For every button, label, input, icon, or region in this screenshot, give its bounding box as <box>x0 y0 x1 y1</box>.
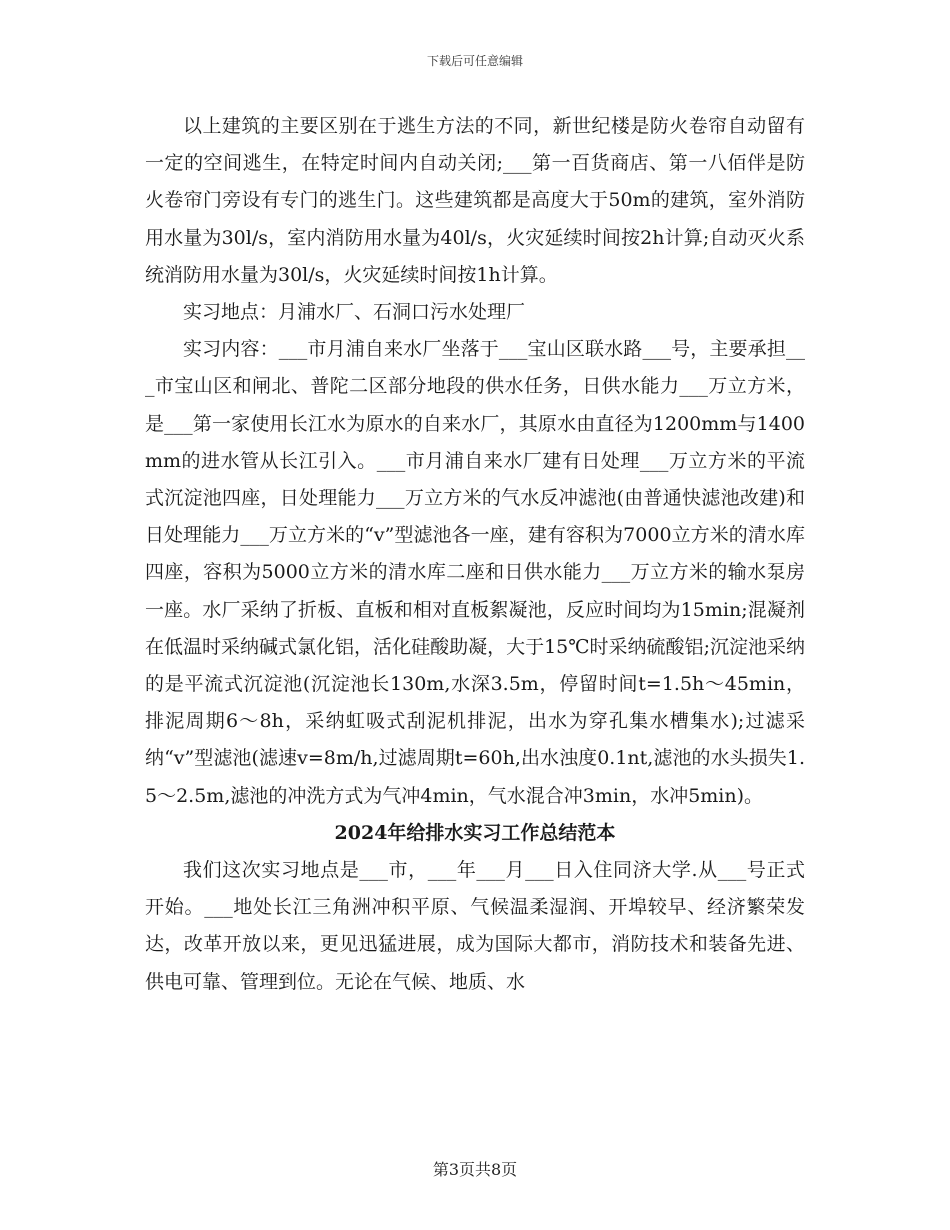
paragraph-content: 实习内容：___市月浦自来水厂坐落于___宝山区联水路___号，主要承担___市宝山区和闸北、普陀二区部分地段的供水任务，日供水能力___万立方米，是___第一家使用长江水为原水的自来水厂，其原水由直径为1200mm与1400mm的进水管从长江引入。___市月浦自来水厂建有日处理___万立方米的平流式沉淀池四座，日处理能力___万立方米的气水反冲滤池(由普通快滤池改建)和日处理能力___万立方米的“v”型滤池各一座，建有容积为7000立方米的清水库四座，容积为5000立方米的清水库二座和日供水能力___万立方米的输水泵房一座。水厂采纳了折板、直板和相对直板絮凝池，反应时间均为15min;混凝剂在低温时采纳碱式氯化铝，活化硅酸助凝，大于15℃时采纳硫酸铝;沉淀池采纳的是平流式沉淀池(沉淀池长130m,水深3.5m，停留时间t=1.5h～45min，排泥周期6～8h，采纳虹吸式刮泥机排泥，出水为穿孔集水槽集水);过滤采纳“v”型滤池(滤速v=8m/h,过滤周期t=60h,出水浊度0.1nt,滤池的水头损失1.5～2.5m,滤池的冲洗方式为气冲4min，气水混合冲3min，水冲5min)。 <box>145 338 805 807</box>
page-header: 下载后可任意编辑 <box>426 54 523 68</box>
section-title: 2024年给排水实习工作总结范本 <box>334 821 616 844</box>
paragraph-fire-escape: 以上建筑的主要区别在于逃生方法的不同，新世纪楼是防火卷帘自动留有一定的空间逃生，在特定时间内自动关闭;___第一百货商店、第一八佰伴是防火卷帘门旁设有专门的逃生门。这些建筑都是高度大于50m的建筑，室外消防用水量为30l/s，室内消防用水量为40l/s，火灾延续时间按2h计算;自动灭火系统消防用水量为30l/s，火灾延续时间按1h计算。 <box>145 115 805 286</box>
document-body <box>145 108 805 1001</box>
paragraph-location: 实习地点：月浦水厂、石洞口污水处理厂 <box>183 301 526 324</box>
paragraph-intro: 我们这次实习地点是___市，___年___月___日入住同济大学.从___号正式开始。___地处长江三角洲冲积平原、气候温柔湿润、开埠较早、经济繁荣发达，改革开放以来，更见迅猛进展，成为国际大都市，消防技术和装备先进、供电可靠、管理到位。无论在气候、地质、水 <box>145 859 805 993</box>
page-number: 第3页共8页 <box>432 1160 518 1179</box>
